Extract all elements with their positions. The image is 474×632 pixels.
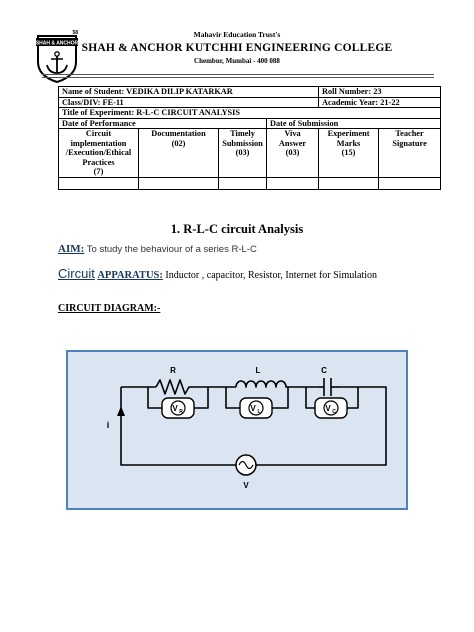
source-label: V	[243, 481, 249, 490]
marks-cell	[267, 177, 319, 189]
marks-cell	[379, 177, 441, 189]
diagram-background	[67, 351, 407, 509]
column-header-circuit-implementation: Circuit implementation /Execution/Ethical Practices (7)	[59, 129, 139, 178]
meter-r-subscript: R	[179, 409, 183, 415]
rlc-circuit-diagram	[66, 350, 408, 510]
marks-cell	[219, 177, 267, 189]
apparatus-text: Inductor , capacitor, Resistor, Internet for Simulation	[165, 270, 378, 281]
logo-text: SHAH & ANCHOR	[35, 40, 79, 47]
college-name: SHAH & ANCHOR KUTCHHI ENGINEERING COLLEGE	[81, 42, 393, 54]
section-title: 1. R-L-C circuit Analysis	[170, 222, 304, 236]
academic-year: Academic Year: 21-22	[319, 97, 441, 108]
student-name: Name of Student: VEDIKA DILIP KATARKAR	[59, 87, 319, 98]
label-c: C	[321, 366, 327, 375]
meter-l-subscript: L	[257, 409, 261, 415]
experiment-info-table	[58, 86, 441, 190]
ac-source-icon	[236, 455, 256, 475]
logo-years: 58	[72, 30, 78, 36]
column-header-timely-submission: Timely Submission (03)	[219, 129, 267, 178]
aim-line	[58, 243, 257, 255]
aim-text: To study the behaviour of a series R-L-C	[86, 244, 257, 255]
meter-r-label: V	[172, 404, 178, 413]
marks-cell	[139, 177, 219, 189]
roll-number: Roll Number: 23	[319, 87, 441, 98]
column-header-documentation: Documentation (02)	[139, 129, 219, 178]
label-l: L	[255, 366, 261, 375]
meter-l-label: V	[250, 404, 256, 413]
class-division: Class/DIV: FE-11	[59, 97, 319, 108]
header-divider	[42, 77, 434, 78]
column-header-experiment-marks: Experiment Marks (15)	[319, 129, 379, 178]
aim-label: AIM:	[58, 243, 85, 255]
column-header-teacher-signature: Teacher Signature	[379, 129, 441, 178]
apparatus-line	[58, 266, 377, 281]
apparatus-label: APPARATUS:	[97, 270, 163, 281]
current-label: i	[106, 420, 110, 430]
experiment-title: Title of Experiment: R-L-C CIRCUIT ANALYSIS	[59, 108, 441, 119]
circuit-word: Circuit	[58, 266, 95, 281]
date-of-submission: Date of Submission	[267, 118, 441, 129]
meter-c-label: V	[325, 404, 331, 413]
label-r: R	[170, 366, 176, 375]
meter-c-subscript: C	[332, 409, 336, 415]
date-of-performance: Date of Performance	[59, 118, 267, 129]
marks-cell	[59, 177, 139, 189]
column-header-viva-answer: Viva Answer (03)	[267, 129, 319, 178]
college-address: Chembur, Mumbai - 400 088	[194, 57, 280, 65]
trust-name: Mahavir Education Trust's	[193, 30, 281, 39]
marks-cell	[319, 177, 379, 189]
header-divider	[42, 74, 434, 75]
circuit-diagram-label: CIRCUIT DIAGRAM:-	[58, 303, 161, 314]
